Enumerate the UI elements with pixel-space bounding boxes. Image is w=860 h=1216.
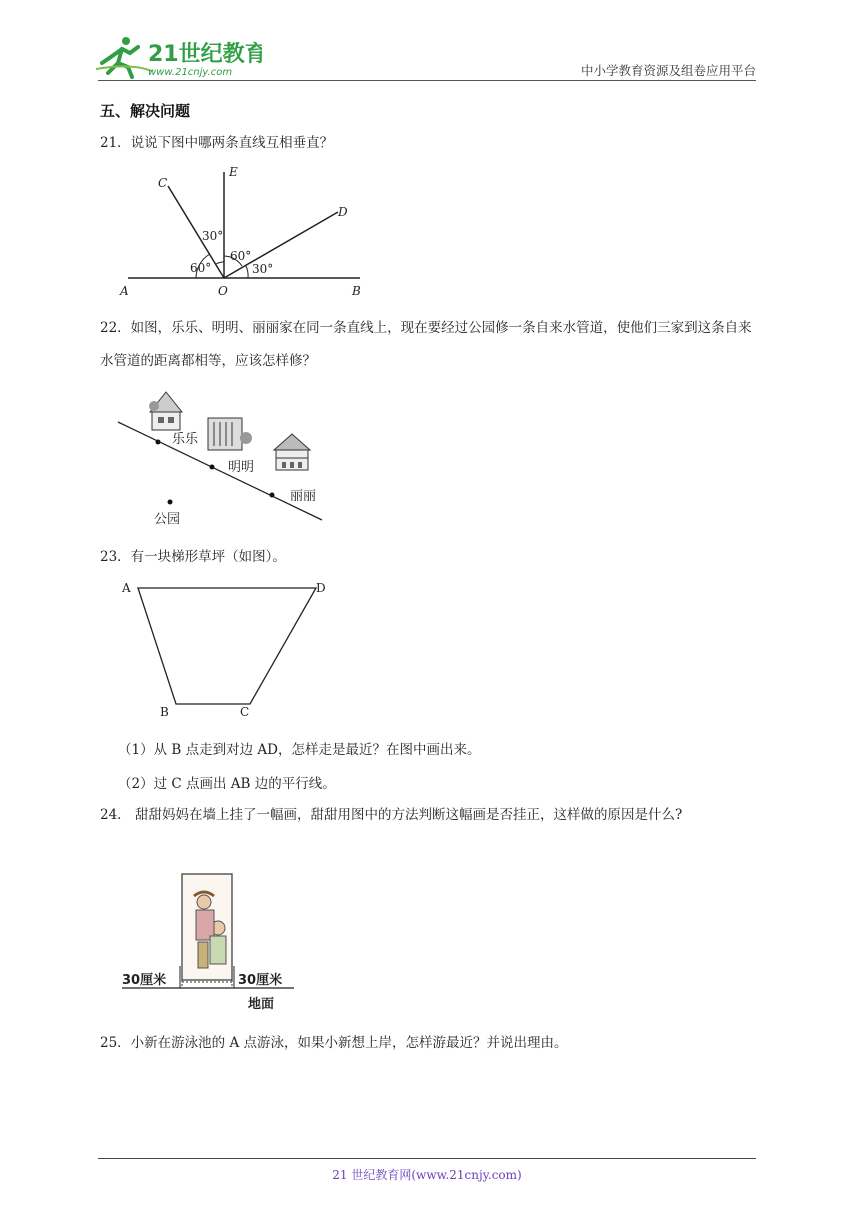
- point-park: [168, 500, 173, 505]
- angle-label-30-right: 30°: [252, 262, 274, 276]
- footer-text: 21 世纪教育网(www.21cnjy.com): [332, 1168, 522, 1182]
- label-a: A: [122, 581, 131, 595]
- question-24: 24． 甜甜妈妈在墙上挂了一幅画，甜甜用图中的方法判断这幅画是否挂正，这样做的原因是什么?: [100, 807, 683, 823]
- trapezoid-abcd: [138, 588, 316, 704]
- point-lili: [270, 493, 275, 498]
- header-platform-text: 中小学教育资源及组卷应用平台: [580, 63, 756, 78]
- question-23-part-1: （1）从 B 点走到对边 AD，怎样走是最近？在图中画出来。: [118, 742, 481, 758]
- point-lele: [156, 440, 161, 445]
- question-23: 23．有一块梯形草坪（如图）。: [100, 549, 286, 565]
- site-logo: [92, 33, 262, 81]
- label-lili: 丽丽: [290, 489, 317, 504]
- point-mingming: [210, 465, 215, 470]
- label-park: 公园: [154, 512, 181, 527]
- angle-label-60-left: 60°: [190, 261, 212, 275]
- logo-url: www.21cnjy.com: [148, 67, 233, 78]
- angle-label-30-left: 30°: [202, 229, 224, 243]
- ground-label: 地面: [248, 997, 275, 1012]
- runner-icon: [96, 37, 152, 77]
- house-lele-icon: [149, 392, 182, 430]
- arc-coe: [216, 262, 224, 264]
- measure-right-label: 30厘米: [238, 973, 283, 988]
- question-25: 25．小新在游泳池的 A 点游泳，如果小新想上岸，怎样游最近？并说出理由。: [100, 1035, 568, 1051]
- header-divider: [98, 80, 756, 81]
- q24-picture-figure: [118, 870, 298, 1018]
- label-c: C: [240, 705, 250, 719]
- label-o: O: [218, 284, 228, 298]
- label-c: C: [158, 176, 168, 190]
- angle-label-60-right: 60°: [230, 249, 252, 263]
- label-b: B: [352, 284, 361, 298]
- label-e: E: [229, 165, 238, 179]
- label-d: D: [338, 205, 348, 219]
- label-a: A: [120, 284, 129, 298]
- logo-text: 21世纪教育: [148, 42, 262, 67]
- ray-od: [224, 212, 338, 278]
- house-mingming-icon: [208, 418, 252, 450]
- q22-houses-figure: [114, 384, 326, 530]
- label-b: B: [160, 705, 169, 719]
- q21-angle-figure: [116, 160, 376, 302]
- measure-left-label: 30厘米: [122, 973, 167, 988]
- section-title: 五、解决问题: [100, 102, 191, 120]
- footer-divider: [98, 1158, 756, 1159]
- label-d: D: [316, 581, 326, 595]
- question-23-part-2: （2）过 C 点画出 AB 边的平行线。: [118, 776, 336, 792]
- question-21: 21．说说下图中哪两条直线互相垂直？: [100, 135, 334, 151]
- label-mingming: 明明: [228, 460, 255, 475]
- q23-trapezoid-figure: [118, 574, 334, 722]
- label-lele: 乐乐: [172, 432, 199, 447]
- question-22: 22．如图，乐乐、明明、丽丽家在同一条直线上，现在要经过公园修一条自来水管道，使他们三家到这条自来水管道的距离都相等，应该怎样修？: [100, 320, 752, 369]
- arc-dob: [246, 266, 248, 278]
- house-lili-icon: [274, 434, 310, 470]
